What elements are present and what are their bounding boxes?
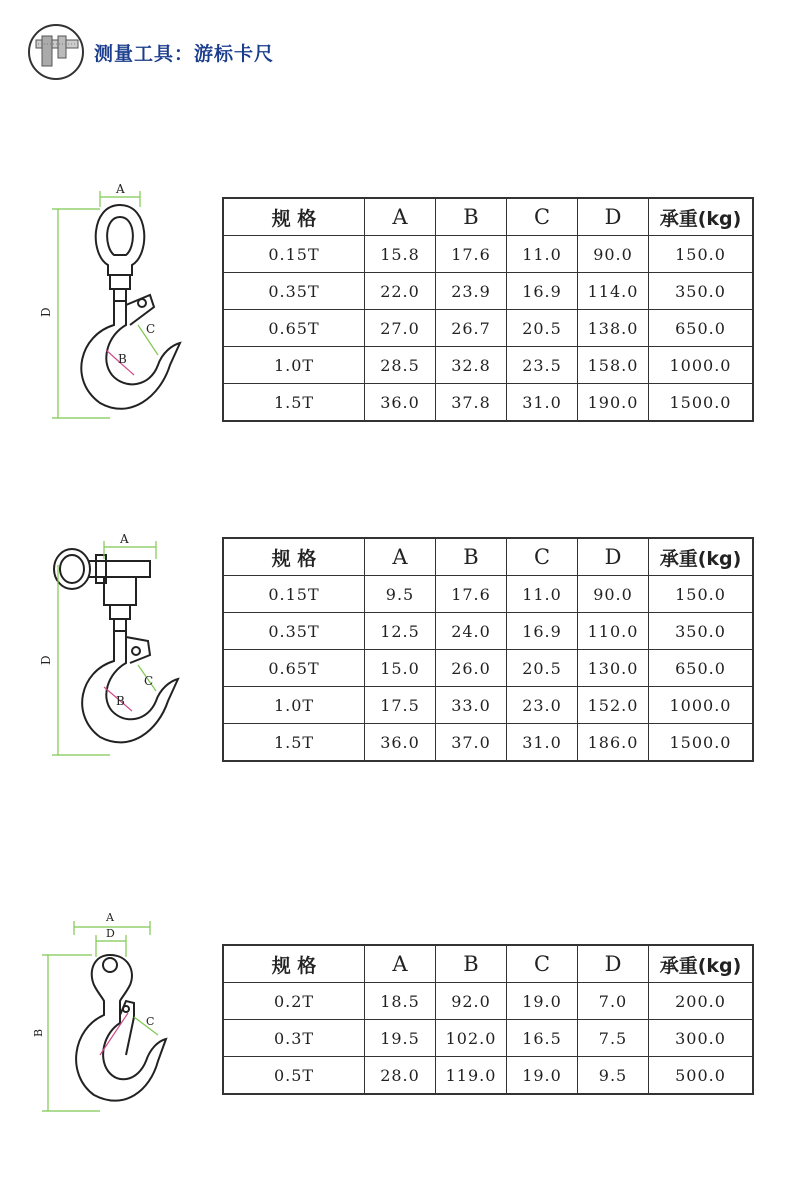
header-d: D	[578, 945, 649, 983]
cell-spec: 0.65T	[223, 650, 365, 687]
cell-load: 350.0	[649, 613, 754, 650]
table-row	[223, 650, 753, 687]
dim-label-d: D	[39, 655, 53, 665]
cell-spec: 0.15T	[223, 576, 365, 613]
cell-a: 17.5	[365, 687, 436, 724]
dim-label-c: C	[144, 674, 154, 688]
cell-load: 150.0	[649, 236, 754, 273]
header-load: 承重(kg)	[649, 945, 754, 983]
cell-a: 22.0	[365, 273, 436, 310]
dim-label-a: A	[116, 182, 125, 196]
caliper-icon	[28, 24, 84, 80]
cell-c: 16.5	[507, 1020, 578, 1057]
header-spec: 规 格	[223, 198, 365, 236]
cell-b: 23.9	[436, 273, 507, 310]
cell-c: 19.0	[507, 983, 578, 1020]
header-a: A	[365, 945, 436, 983]
table-row	[223, 236, 753, 273]
cell-b: 17.6	[436, 576, 507, 613]
cell-spec: 0.35T	[223, 273, 365, 310]
table-row	[223, 384, 753, 422]
cell-b: 102.0	[436, 1020, 507, 1057]
cell-load: 350.0	[649, 273, 754, 310]
cell-a: 18.5	[365, 983, 436, 1020]
cell-c: 20.5	[507, 310, 578, 347]
header-a: A	[365, 538, 436, 576]
cell-load: 150.0	[649, 576, 754, 613]
cell-spec: 0.2T	[223, 983, 365, 1020]
cell-c: 31.0	[507, 724, 578, 762]
cell-d: 7.5	[578, 1020, 649, 1057]
cell-spec: 0.15T	[223, 236, 365, 273]
table-header-row	[223, 538, 753, 576]
swivel-eye-hook-diagram	[30, 175, 200, 430]
swivel-ring-hook-diagram	[30, 525, 200, 770]
table-row	[223, 576, 753, 613]
cell-b: 32.8	[436, 347, 507, 384]
cell-c: 11.0	[507, 576, 578, 613]
cell-b: 24.0	[436, 613, 507, 650]
header-c: C	[507, 945, 578, 983]
dim-label-a: A	[106, 911, 114, 924]
dim-label-c: C	[146, 322, 156, 336]
cell-b: 26.0	[436, 650, 507, 687]
cell-a: 28.0	[365, 1057, 436, 1095]
cell-c: 19.0	[507, 1057, 578, 1095]
cell-d: 186.0	[578, 724, 649, 762]
cell-load: 1000.0	[649, 347, 754, 384]
cell-a: 19.5	[365, 1020, 436, 1057]
cell-spec: 1.0T	[223, 347, 365, 384]
cell-c: 11.0	[507, 236, 578, 273]
table-row	[223, 273, 753, 310]
header-d: D	[578, 198, 649, 236]
cell-a: 28.5	[365, 347, 436, 384]
cell-c: 20.5	[507, 650, 578, 687]
cell-c: 31.0	[507, 384, 578, 422]
cell-load: 1500.0	[649, 384, 754, 422]
spec-table-3	[222, 944, 754, 1095]
header-b: B	[436, 538, 507, 576]
cell-a: 36.0	[365, 724, 436, 762]
dim-label-b: B	[118, 352, 127, 366]
cell-d: 130.0	[578, 650, 649, 687]
cell-d: 138.0	[578, 310, 649, 347]
table-row	[223, 687, 753, 724]
spec-table-1	[222, 197, 754, 422]
cell-d: 190.0	[578, 384, 649, 422]
cell-a: 15.0	[365, 650, 436, 687]
cell-spec: 0.65T	[223, 310, 365, 347]
dim-label-b: B	[116, 694, 125, 708]
cell-spec: 1.0T	[223, 687, 365, 724]
header-load: 承重(kg)	[649, 538, 754, 576]
table-row	[223, 1057, 753, 1095]
cell-d: 110.0	[578, 613, 649, 650]
cell-d: 158.0	[578, 347, 649, 384]
cell-load: 1500.0	[649, 724, 754, 762]
eye-hook-diagram	[30, 905, 200, 1120]
cell-load: 200.0	[649, 983, 754, 1020]
cell-b: 17.6	[436, 236, 507, 273]
cell-load: 500.0	[649, 1057, 754, 1095]
header-b: B	[436, 198, 507, 236]
table-row	[223, 347, 753, 384]
cell-load: 1000.0	[649, 687, 754, 724]
dim-label-c: C	[146, 1015, 155, 1028]
cell-load: 300.0	[649, 1020, 754, 1057]
cell-b: 37.0	[436, 724, 507, 762]
header-a: A	[365, 198, 436, 236]
header-b: B	[436, 945, 507, 983]
cell-c: 16.9	[507, 273, 578, 310]
cell-c: 23.5	[507, 347, 578, 384]
cell-c: 23.0	[507, 687, 578, 724]
cell-b: 92.0	[436, 983, 507, 1020]
spec-table-2	[222, 537, 754, 762]
header-d: D	[578, 538, 649, 576]
dim-label-d: D	[106, 927, 115, 940]
cell-d: 152.0	[578, 687, 649, 724]
table-header-row	[223, 945, 753, 983]
cell-spec: 0.35T	[223, 613, 365, 650]
cell-a: 27.0	[365, 310, 436, 347]
table-row	[223, 310, 753, 347]
cell-spec: 1.5T	[223, 724, 365, 762]
cell-spec: 1.5T	[223, 384, 365, 422]
cell-d: 90.0	[578, 236, 649, 273]
cell-a: 12.5	[365, 613, 436, 650]
table-header-row	[223, 198, 753, 236]
cell-c: 16.9	[507, 613, 578, 650]
header-load: 承重(kg)	[649, 198, 754, 236]
cell-a: 15.8	[365, 236, 436, 273]
cell-d: 114.0	[578, 273, 649, 310]
dim-label-d: D	[39, 307, 53, 317]
cell-b: 33.0	[436, 687, 507, 724]
header-c: C	[507, 198, 578, 236]
page-title: 测量工具：游标卡尺	[94, 42, 275, 65]
table-row	[223, 724, 753, 762]
cell-a: 36.0	[365, 384, 436, 422]
cell-b: 26.7	[436, 310, 507, 347]
header-c: C	[507, 538, 578, 576]
cell-load: 650.0	[649, 650, 754, 687]
table-row	[223, 1020, 753, 1057]
table-row	[223, 613, 753, 650]
header-spec: 规 格	[223, 538, 365, 576]
cell-spec: 0.5T	[223, 1057, 365, 1095]
cell-b: 37.8	[436, 384, 507, 422]
page-header	[28, 24, 274, 80]
header-spec: 规 格	[223, 945, 365, 983]
dim-label-a: A	[120, 532, 129, 546]
table-row	[223, 983, 753, 1020]
cell-d: 7.0	[578, 983, 649, 1020]
cell-d: 90.0	[578, 576, 649, 613]
cell-spec: 0.3T	[223, 1020, 365, 1057]
cell-load: 650.0	[649, 310, 754, 347]
cell-a: 9.5	[365, 576, 436, 613]
dim-label-b: B	[32, 1028, 45, 1037]
cell-b: 119.0	[436, 1057, 507, 1095]
cell-d: 9.5	[578, 1057, 649, 1095]
